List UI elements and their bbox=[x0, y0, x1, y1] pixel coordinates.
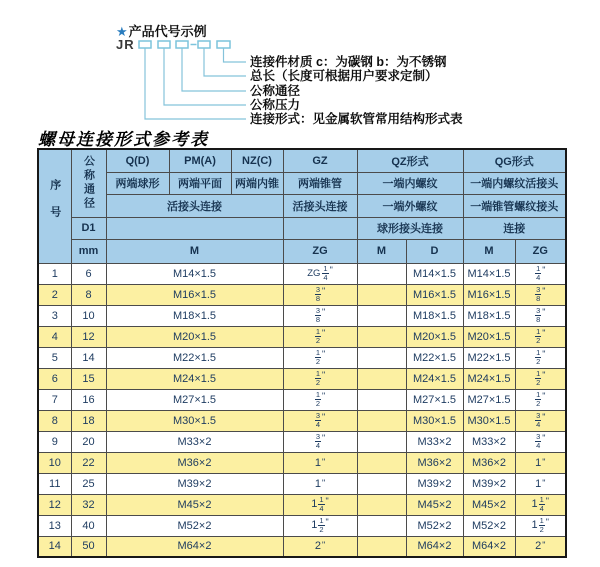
cell-seq: 4 bbox=[38, 326, 71, 347]
cell-dn: 18 bbox=[71, 410, 106, 431]
cell-zg: 1 $\frac{1}{4}$ " bbox=[283, 494, 357, 515]
table-row bbox=[38, 263, 566, 284]
table-row bbox=[38, 452, 566, 473]
cell-seq: 14 bbox=[38, 536, 71, 557]
cell-qz-m bbox=[357, 389, 406, 410]
cell-qz-m bbox=[357, 515, 406, 536]
code-box bbox=[217, 41, 230, 48]
cell-m: M36×2 bbox=[106, 452, 283, 473]
table-row bbox=[38, 536, 566, 557]
code-box bbox=[158, 41, 170, 48]
header-group-desc-2: 两端内锥 bbox=[231, 172, 283, 194]
cell-qg-zg: $\frac{1}{2}$ " bbox=[515, 389, 566, 410]
cell-m: M14×1.5 bbox=[106, 263, 283, 284]
cell-qz-m bbox=[357, 305, 406, 326]
cell-zg: 1 $\frac{1}{2}$ " bbox=[283, 515, 357, 536]
connector-line bbox=[145, 48, 246, 119]
cell-qz-d: M30×1.5 bbox=[406, 410, 463, 431]
cell-seq: 11 bbox=[38, 473, 71, 494]
cell-dn: 25 bbox=[71, 473, 106, 494]
cell-dn: 16 bbox=[71, 389, 106, 410]
cell-zg: $\frac{3}{4}$ " bbox=[283, 431, 357, 452]
code-label-diameter: 公称通径 bbox=[250, 84, 301, 98]
cell-dn: 22 bbox=[71, 452, 106, 473]
cell-qz-m bbox=[357, 431, 406, 452]
header-d1: D1 bbox=[71, 217, 106, 239]
cell-qg-zg: $\frac{1}{4}$ " bbox=[515, 263, 566, 284]
cell-qz-d: M22×1.5 bbox=[406, 347, 463, 368]
cell-qg-zg: $\frac{3}{8}$ " bbox=[515, 305, 566, 326]
cell-seq: 9 bbox=[38, 431, 71, 452]
cell-qz-d: M18×1.5 bbox=[406, 305, 463, 326]
cell-m: M20×1.5 bbox=[106, 326, 283, 347]
table-row bbox=[38, 473, 566, 494]
cell-qg-m: M24×1.5 bbox=[463, 368, 515, 389]
cell-seq: 10 bbox=[38, 452, 71, 473]
header-qz-row4: 球形接头连接 bbox=[357, 217, 463, 239]
cell-zg: ZG $\frac{1}{4}$ " bbox=[283, 263, 357, 284]
cell-dn: 50 bbox=[71, 536, 106, 557]
table-row bbox=[38, 431, 566, 452]
cell-zg: $\frac{3}{8}$ " bbox=[283, 305, 357, 326]
cell-zg: $\frac{1}{2}$ " bbox=[283, 389, 357, 410]
cell-seq: 12 bbox=[38, 494, 71, 515]
cell-qg-m: M39×2 bbox=[463, 473, 515, 494]
cell-qz-d: M16×1.5 bbox=[406, 284, 463, 305]
header-row bbox=[38, 239, 566, 263]
table-header bbox=[38, 149, 566, 263]
cell-qz-m bbox=[357, 263, 406, 284]
header-group-desc-1: 两端平面 bbox=[169, 172, 231, 194]
cell-m: M22×1.5 bbox=[106, 347, 283, 368]
header-qg-sub-zg: ZG bbox=[515, 239, 566, 263]
cell-m: M18×1.5 bbox=[106, 305, 283, 326]
cell-zg: $\frac{1}{2}$ " bbox=[283, 368, 357, 389]
cell-seq: 6 bbox=[38, 368, 71, 389]
cell-seq: 13 bbox=[38, 515, 71, 536]
header-group-code-1: PM(A) bbox=[169, 149, 231, 172]
cell-qg-zg: $\frac{1}{2}$ " bbox=[515, 347, 566, 368]
cell-qg-zg: $\frac{3}{4}$ " bbox=[515, 410, 566, 431]
header-qz-sub-d: D bbox=[406, 239, 463, 263]
cell-qg-m: M52×2 bbox=[463, 515, 515, 536]
cell-dn: 12 bbox=[71, 326, 106, 347]
cell-seq: 8 bbox=[38, 410, 71, 431]
cell-m: M52×2 bbox=[106, 515, 283, 536]
code-box bbox=[139, 41, 151, 48]
cell-dn: 32 bbox=[71, 494, 106, 515]
header-row bbox=[38, 172, 566, 194]
cell-qz-d: M64×2 bbox=[406, 536, 463, 557]
cell-qz-d: M39×2 bbox=[406, 473, 463, 494]
cell-m: M45×2 bbox=[106, 494, 283, 515]
cell-qg-m: M18×1.5 bbox=[463, 305, 515, 326]
cell-zg: $\frac{3}{4}$ " bbox=[283, 410, 357, 431]
header-qg-sub-m: M bbox=[463, 239, 515, 263]
cell-zg: $\frac{1}{2}$ " bbox=[283, 347, 357, 368]
cell-zg: 1" bbox=[283, 473, 357, 494]
cell-qg-m: M20×1.5 bbox=[463, 326, 515, 347]
star-icon: ★ bbox=[116, 24, 128, 39]
cell-zg: 1" bbox=[283, 452, 357, 473]
cell-qg-m: M22×1.5 bbox=[463, 347, 515, 368]
header-qz-code: QZ形式 bbox=[357, 149, 463, 172]
cell-m: M27×1.5 bbox=[106, 389, 283, 410]
header-qz-row2: 一端内螺纹 bbox=[357, 172, 463, 194]
table-row bbox=[38, 305, 566, 326]
cell-qz-d: M20×1.5 bbox=[406, 326, 463, 347]
cell-zg: $\frac{3}{8}$ " bbox=[283, 284, 357, 305]
cell-qg-m: M36×2 bbox=[463, 452, 515, 473]
cell-m: M33×2 bbox=[106, 431, 283, 452]
header-group-code-0: Q(D) bbox=[106, 149, 169, 172]
header-group-code-2: NZ(C) bbox=[231, 149, 283, 172]
cell-qg-zg: $\frac{1}{2}$ " bbox=[515, 326, 566, 347]
cell-dn: 6 bbox=[71, 263, 106, 284]
cell-qg-zg: 1 $\frac{1}{4}$ " bbox=[515, 494, 566, 515]
code-label-material: 连接件材质 c：为碳钢 b：为不锈钢 bbox=[250, 55, 447, 69]
cell-qg-m: M27×1.5 bbox=[463, 389, 515, 410]
cell-qz-d: M52×2 bbox=[406, 515, 463, 536]
header-qg-row2: 一端内螺纹活接头 bbox=[463, 172, 566, 194]
cell-qg-zg: $\frac{1}{2}$ " bbox=[515, 368, 566, 389]
cell-qz-m bbox=[357, 452, 406, 473]
cell-seq: 7 bbox=[38, 389, 71, 410]
code-box bbox=[198, 41, 210, 48]
cell-qz-d: M45×2 bbox=[406, 494, 463, 515]
header-blank bbox=[283, 217, 357, 239]
cell-m: M39×2 bbox=[106, 473, 283, 494]
header-gz-conn: 活接头连接 bbox=[283, 194, 357, 217]
cell-m: M16×1.5 bbox=[106, 284, 283, 305]
header-mm: mm bbox=[71, 239, 106, 263]
header-qz-sub-m: M bbox=[357, 239, 406, 263]
cell-qg-zg: 1" bbox=[515, 473, 566, 494]
product-code-heading-text: 产品代号示例 bbox=[128, 24, 207, 39]
table-row bbox=[38, 515, 566, 536]
cell-qz-d: M24×1.5 bbox=[406, 368, 463, 389]
table-row bbox=[38, 326, 566, 347]
code-label-pressure: 公称压力 bbox=[250, 98, 301, 112]
connector-line bbox=[224, 48, 247, 62]
connector-line bbox=[182, 48, 246, 91]
cell-zg: $\frac{1}{2}$ " bbox=[283, 326, 357, 347]
cell-seq: 3 bbox=[38, 305, 71, 326]
table-row bbox=[38, 494, 566, 515]
cell-qz-m bbox=[357, 536, 406, 557]
table-row bbox=[38, 284, 566, 305]
table-row bbox=[38, 368, 566, 389]
cell-qg-zg: $\frac{3}{4}$ " bbox=[515, 431, 566, 452]
cell-m: M24×1.5 bbox=[106, 368, 283, 389]
cell-qg-zg: 2" bbox=[515, 536, 566, 557]
cell-dn: 20 bbox=[71, 431, 106, 452]
cell-qg-m: M30×1.5 bbox=[463, 410, 515, 431]
cell-qz-m bbox=[357, 368, 406, 389]
cell-dn: 40 bbox=[71, 515, 106, 536]
header-union-conn: 活接头连接 bbox=[106, 194, 283, 217]
cell-qz-d: M27×1.5 bbox=[406, 389, 463, 410]
cell-seq: 1 bbox=[38, 263, 71, 284]
header-zg: ZG bbox=[283, 239, 357, 263]
cell-qz-d: M14×1.5 bbox=[406, 263, 463, 284]
table-body bbox=[38, 263, 566, 557]
cell-m: M30×1.5 bbox=[106, 410, 283, 431]
cell-qz-m bbox=[357, 347, 406, 368]
cell-m: M64×2 bbox=[106, 536, 283, 557]
table-row bbox=[38, 389, 566, 410]
header-row bbox=[38, 217, 566, 239]
cell-qg-zg: $\frac{3}{8}$ " bbox=[515, 284, 566, 305]
header-qg-row3: 一端锥管螺纹接头 bbox=[463, 194, 566, 217]
cell-dn: 10 bbox=[71, 305, 106, 326]
header-qg-row4: 连接 bbox=[463, 217, 566, 239]
cell-qz-m bbox=[357, 326, 406, 347]
cell-qg-zg: 1 $\frac{1}{2}$ " bbox=[515, 515, 566, 536]
cell-qz-m bbox=[357, 284, 406, 305]
cell-dn: 14 bbox=[71, 347, 106, 368]
cell-dn: 15 bbox=[71, 368, 106, 389]
cell-qg-m: M16×1.5 bbox=[463, 284, 515, 305]
header-blank bbox=[106, 217, 283, 239]
cell-qg-m: M45×2 bbox=[463, 494, 515, 515]
header-group-code-3: GZ bbox=[283, 149, 357, 172]
cell-seq: 2 bbox=[38, 284, 71, 305]
header-row bbox=[38, 149, 566, 172]
product-code-prefix: JR bbox=[116, 37, 135, 52]
cell-seq: 5 bbox=[38, 347, 71, 368]
table-row bbox=[38, 347, 566, 368]
header-group-desc-0: 两端球形 bbox=[106, 172, 169, 194]
header-group-desc-3: 两端锥管 bbox=[283, 172, 357, 194]
header-seq: 序号 bbox=[38, 149, 71, 263]
cell-qz-m bbox=[357, 473, 406, 494]
cell-qg-m: M64×2 bbox=[463, 536, 515, 557]
cell-qz-d: M36×2 bbox=[406, 452, 463, 473]
table-row bbox=[38, 410, 566, 431]
cell-dn: 8 bbox=[71, 284, 106, 305]
table-title: 螺母连接形式参考表 bbox=[38, 130, 209, 149]
header-m: M bbox=[106, 239, 283, 263]
code-label-connection: 连接形式：见金属软管常用结构形式表 bbox=[250, 112, 463, 126]
cell-qz-m bbox=[357, 494, 406, 515]
header-qg-code: QG形式 bbox=[463, 149, 566, 172]
header-qz-row3: 一端外螺纹 bbox=[357, 194, 463, 217]
cell-qg-zg: 1" bbox=[515, 452, 566, 473]
cell-qg-m: M33×2 bbox=[463, 431, 515, 452]
cell-qz-d: M33×2 bbox=[406, 431, 463, 452]
cell-zg: 2" bbox=[283, 536, 357, 557]
header-row bbox=[38, 194, 566, 217]
cell-qg-m: M14×1.5 bbox=[463, 263, 515, 284]
header-dn: 公称通径 bbox=[71, 149, 106, 217]
code-label-length: 总长（长度可根据用户要求定制） bbox=[250, 69, 438, 83]
nut-connection-table bbox=[37, 148, 567, 558]
cell-qz-m bbox=[357, 410, 406, 431]
code-box bbox=[176, 41, 188, 48]
